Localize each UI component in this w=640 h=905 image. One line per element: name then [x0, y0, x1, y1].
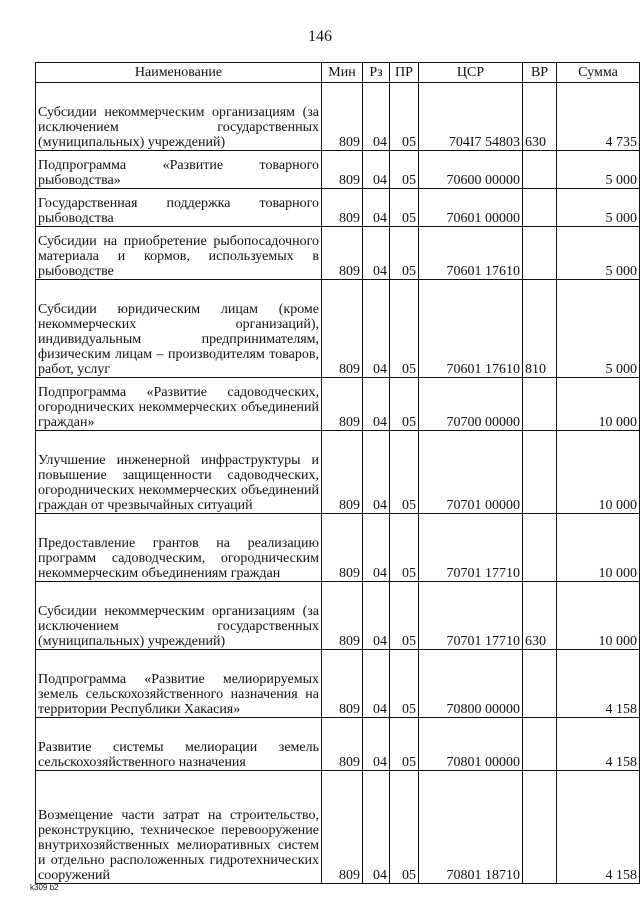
- cell-name: Развитие системы мелиорации земель сельскохозяйственного назначения: [36, 718, 322, 771]
- cell-sum: 4 158: [557, 718, 640, 771]
- cell-vr: 810: [523, 280, 557, 378]
- cell-rz: 04: [363, 582, 390, 650]
- cell-csr: 70601 00000: [419, 189, 523, 227]
- cell-name: Субсидии некоммерческим организациям (за исключением государственных (муниципальных) учреждений): [36, 582, 322, 650]
- cell-sum: 10 000: [557, 514, 640, 582]
- cell-rz: 04: [363, 83, 390, 151]
- cell-rz: 04: [363, 514, 390, 582]
- table-row: [36, 378, 640, 431]
- cell-name: Подпрограмма «Развитие мелиорируемых земель сельскохозяйственного назначения на территории Республики Хакасия»: [36, 650, 322, 718]
- cell-sum: 4 158: [557, 650, 640, 718]
- table-row: [36, 514, 640, 582]
- table-row: [36, 280, 640, 378]
- cell-csr: 704I7 54803: [419, 83, 523, 151]
- cell-name: Государственная поддержка товарного рыбоводства: [36, 189, 322, 227]
- cell-vr: [523, 227, 557, 280]
- cell-name: Возмещение части затрат на строительство, реконструкцию, техническое перевооружение внутрихозяйственных мелиоративных систем и отдельно расположенных гидротехнических сооружений: [36, 771, 322, 884]
- cell-name: Субсидии некоммерческим организациям (за исключением государственных (муниципальных) учреждений): [36, 83, 322, 151]
- cell-pr: 05: [390, 280, 419, 378]
- cell-sum: 10 000: [557, 378, 640, 431]
- cell-sum: 5 000: [557, 151, 640, 189]
- cell-rz: 04: [363, 431, 390, 514]
- cell-min: 809: [322, 650, 363, 718]
- cell-min: 809: [322, 582, 363, 650]
- cell-name: Подпрограмма «Развитие садоводческих, огороднических некоммерческих объединений граждан»: [36, 378, 322, 431]
- footer-code: k309 b2: [30, 883, 59, 892]
- cell-sum: 5 000: [557, 227, 640, 280]
- cell-name: Субсидии юридическим лицам (кроме некоммерческих организаций), индивидуальным предпринимателям, физическим лицам – производителям товаров, работ, услуг: [36, 280, 322, 378]
- cell-vr: 630: [523, 83, 557, 151]
- table-row: [36, 189, 640, 227]
- cell-vr: [523, 151, 557, 189]
- cell-name: Субсидии на приобретение рыбопосадочного материала и кормов, используемых в рыбоводстве: [36, 227, 322, 280]
- cell-name: Улучшение инженерной инфраструктуры и повышение защищенности садоводческих, огороднических некоммерческих объединений граждан от чрезвычайных ситуаций: [36, 431, 322, 514]
- table-row: [36, 83, 640, 151]
- header-sum: Сумма: [557, 63, 640, 83]
- budget-table: [35, 62, 640, 884]
- table-row: [36, 227, 640, 280]
- cell-csr: 70700 00000: [419, 378, 523, 431]
- cell-min: 809: [322, 151, 363, 189]
- cell-min: 809: [322, 227, 363, 280]
- cell-min: 809: [322, 771, 363, 884]
- cell-name: Предоставление грантов на реализацию программ садоводческим, огородническим некоммерческим объединениям граждан: [36, 514, 322, 582]
- cell-pr: 05: [390, 189, 419, 227]
- cell-pr: 05: [390, 650, 419, 718]
- cell-pr: 05: [390, 718, 419, 771]
- cell-csr: 70600 00000: [419, 151, 523, 189]
- cell-pr: 05: [390, 378, 419, 431]
- cell-rz: 04: [363, 771, 390, 884]
- cell-csr: 70801 18710: [419, 771, 523, 884]
- table-row: [36, 151, 640, 189]
- header-row: [36, 63, 640, 83]
- cell-min: 809: [322, 378, 363, 431]
- cell-csr: 70701 17710: [419, 582, 523, 650]
- cell-min: 809: [322, 718, 363, 771]
- page-number: 146: [308, 28, 332, 45]
- cell-vr: [523, 431, 557, 514]
- cell-vr: [523, 771, 557, 884]
- cell-vr: [523, 378, 557, 431]
- cell-pr: 05: [390, 227, 419, 280]
- cell-rz: 04: [363, 151, 390, 189]
- cell-csr: 70601 17610: [419, 227, 523, 280]
- header-csr: ЦСР: [419, 63, 523, 83]
- cell-csr: 70801 00000: [419, 718, 523, 771]
- cell-name: Подпрограмма «Развитие товарного рыбоводства»: [36, 151, 322, 189]
- cell-rz: 04: [363, 227, 390, 280]
- header-rz: Рз: [363, 63, 390, 83]
- cell-csr: 70701 17710: [419, 514, 523, 582]
- cell-sum: 10 000: [557, 582, 640, 650]
- table-row: [36, 650, 640, 718]
- cell-pr: 05: [390, 582, 419, 650]
- table-row: [36, 582, 640, 650]
- cell-rz: 04: [363, 189, 390, 227]
- cell-sum: 10 000: [557, 431, 640, 514]
- cell-pr: 05: [390, 151, 419, 189]
- header-min: Мин: [322, 63, 363, 83]
- cell-vr: 630: [523, 582, 557, 650]
- table-row: [36, 718, 640, 771]
- cell-vr: [523, 189, 557, 227]
- cell-min: 809: [322, 189, 363, 227]
- cell-csr: 70800 00000: [419, 650, 523, 718]
- cell-vr: [523, 514, 557, 582]
- cell-min: 809: [322, 431, 363, 514]
- header-name: Наименование: [36, 63, 322, 83]
- cell-pr: 05: [390, 771, 419, 884]
- cell-min: 809: [322, 514, 363, 582]
- cell-rz: 04: [363, 718, 390, 771]
- cell-pr: 05: [390, 83, 419, 151]
- table-row: [36, 771, 640, 884]
- cell-min: 809: [322, 83, 363, 151]
- cell-vr: [523, 650, 557, 718]
- table-row: [36, 431, 640, 514]
- cell-sum: 5 000: [557, 189, 640, 227]
- cell-rz: 04: [363, 378, 390, 431]
- header-vr: ВР: [523, 63, 557, 83]
- cell-min: 809: [322, 280, 363, 378]
- cell-sum: 4 158: [557, 771, 640, 884]
- cell-pr: 05: [390, 431, 419, 514]
- cell-rz: 04: [363, 280, 390, 378]
- cell-rz: 04: [363, 650, 390, 718]
- cell-sum: 4 735: [557, 83, 640, 151]
- cell-csr: 70701 00000: [419, 431, 523, 514]
- header-pr: ПР: [390, 63, 419, 83]
- cell-csr: 70601 17610: [419, 280, 523, 378]
- cell-sum: 5 000: [557, 280, 640, 378]
- cell-vr: [523, 718, 557, 771]
- cell-pr: 05: [390, 514, 419, 582]
